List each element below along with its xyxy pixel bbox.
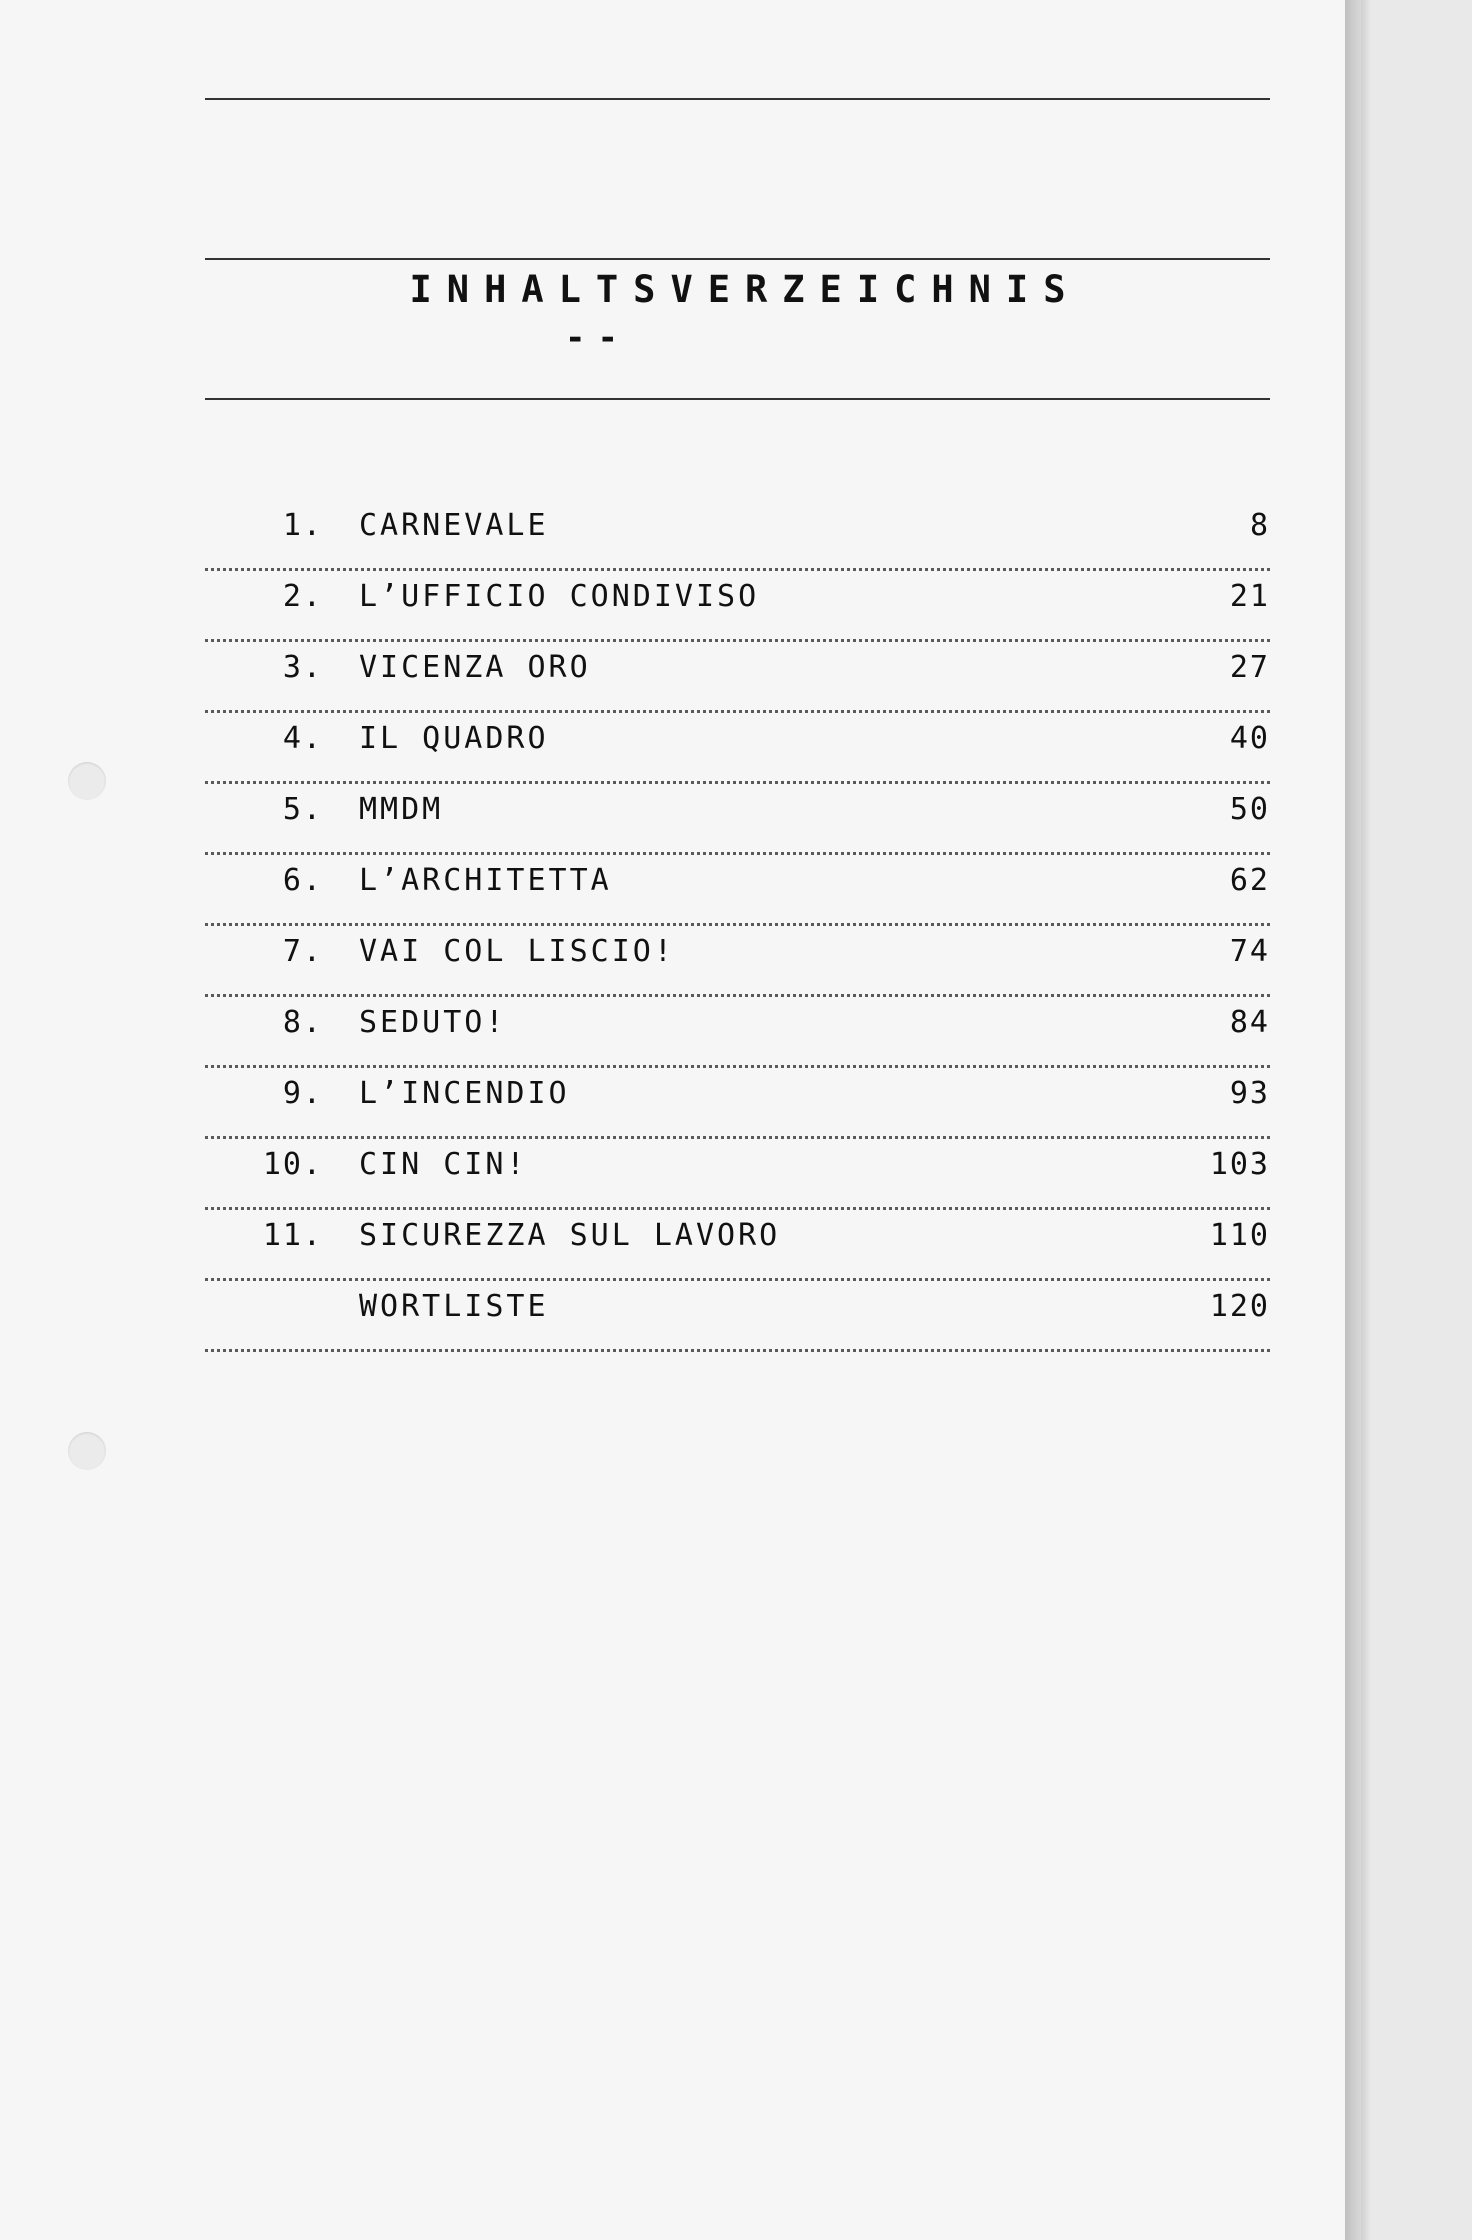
toc-entry[interactable] bbox=[205, 926, 1270, 997]
toc-entry[interactable] bbox=[205, 997, 1270, 1068]
toc-entry-label: SICUREZZA SUL LAVORO bbox=[359, 1218, 781, 1253]
toc-entry-page: 103 bbox=[1209, 1147, 1270, 1182]
toc-entry-number: 4. bbox=[282, 721, 323, 756]
toc-entry[interactable] bbox=[205, 500, 1270, 571]
toc-entry-label: WORTLISTE bbox=[359, 1289, 549, 1324]
toc-entry-number: 1. bbox=[282, 508, 323, 543]
toc-entry-page: 50 bbox=[1229, 792, 1270, 827]
toc-entry-number: 8. bbox=[282, 1005, 323, 1040]
toc-entry-number: 2. bbox=[282, 579, 323, 614]
toc-entry-label: IL QUADRO bbox=[359, 721, 549, 756]
toc-entry-page: 84 bbox=[1229, 1005, 1270, 1040]
toc-entry-number: 7. bbox=[282, 934, 323, 969]
title-rule-top bbox=[205, 258, 1270, 260]
adjacent-page-shadow bbox=[1361, 0, 1371, 2240]
page-content bbox=[205, 0, 1270, 2240]
toc-entry-page: 120 bbox=[1209, 1289, 1270, 1324]
toc-entry-number: 3. bbox=[282, 650, 323, 685]
toc-entry[interactable] bbox=[205, 855, 1270, 926]
toc-entry-number bbox=[205, 1281, 323, 1289]
toc-entry-label: VAI COL LISCIO! bbox=[359, 934, 675, 969]
table-of-contents bbox=[205, 500, 1270, 1352]
toc-entry[interactable] bbox=[205, 1139, 1270, 1210]
page-subtitle: -- bbox=[565, 318, 630, 358]
toc-entry-number: 6. bbox=[282, 863, 323, 898]
toc-entry-page: 27 bbox=[1229, 650, 1270, 685]
toc-entry[interactable] bbox=[205, 1068, 1270, 1139]
toc-entry-page: 21 bbox=[1229, 579, 1270, 614]
header-rule bbox=[205, 98, 1270, 100]
toc-entry-label: CARNEVALE bbox=[359, 508, 549, 543]
toc-entry-page: 40 bbox=[1229, 721, 1270, 756]
toc-entry-label: L’INCENDIO bbox=[359, 1076, 570, 1111]
title-rule-bottom bbox=[205, 398, 1270, 400]
toc-entry[interactable] bbox=[205, 571, 1270, 642]
toc-entry-label: SEDUTO! bbox=[359, 1005, 507, 1040]
toc-entry-number: 11. bbox=[262, 1218, 323, 1253]
toc-entry[interactable] bbox=[205, 1281, 1270, 1352]
page-gutter-shadow bbox=[1345, 0, 1361, 2240]
toc-entry-page: 8 bbox=[1249, 508, 1270, 543]
toc-entry[interactable] bbox=[205, 642, 1270, 713]
toc-entry-label: L’ARCHITETTA bbox=[359, 863, 612, 898]
toc-entry-label: VICENZA ORO bbox=[359, 650, 591, 685]
toc-entry-number: 9. bbox=[282, 1076, 323, 1111]
toc-entry[interactable] bbox=[205, 784, 1270, 855]
toc-entry-label: CIN CIN! bbox=[359, 1147, 528, 1182]
page-title: INHALTSVERZEICHNIS bbox=[409, 268, 1081, 311]
toc-entry[interactable] bbox=[205, 1210, 1270, 1281]
toc-entry-page: 62 bbox=[1229, 863, 1270, 898]
adjacent-page bbox=[1361, 0, 1472, 2240]
toc-entry-number: 10. bbox=[262, 1147, 323, 1182]
toc-entry-page: 74 bbox=[1229, 934, 1270, 969]
toc-entry-label: L’UFFICIO CONDIVISO bbox=[359, 579, 760, 614]
punch-hole bbox=[68, 1432, 106, 1470]
toc-entry[interactable] bbox=[205, 713, 1270, 784]
toc-entry-number: 5. bbox=[282, 792, 323, 827]
toc-entry-page: 110 bbox=[1209, 1218, 1270, 1253]
toc-entry-page: 93 bbox=[1229, 1076, 1270, 1111]
punch-hole bbox=[68, 762, 106, 800]
toc-entry-label: MMDM bbox=[359, 792, 444, 827]
